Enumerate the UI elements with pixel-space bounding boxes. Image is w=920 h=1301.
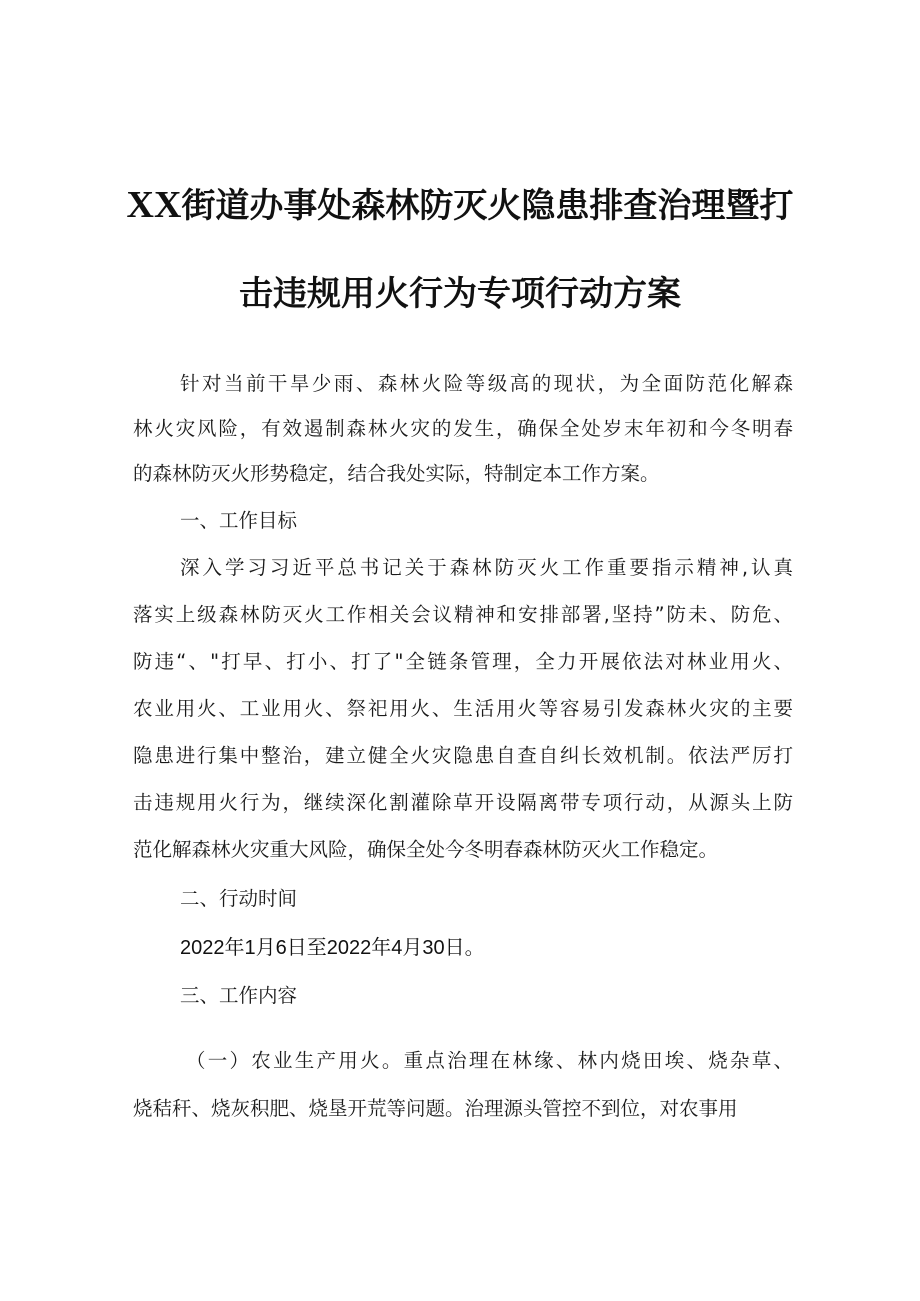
title-prefix: XX xyxy=(126,184,182,226)
section-3-heading: 三、工作内容 xyxy=(180,984,298,1007)
intro-line: 的森林防灭火形势稳定，结合我处实际，特制定本工作方案。 xyxy=(133,462,660,485)
document-title-line-1 xyxy=(0,178,920,227)
action-period: 2022年1月6日至2022年4月30日。 xyxy=(180,937,485,959)
section-1-line: 防违“、"打早、打小、打了"全链条管理，全力开展依法对林业用火、 xyxy=(133,650,793,673)
section-3-line: 烧秸秆、烧灰积肥、烧垦开荒等问题。治理源头管控不到位，对农事用 xyxy=(133,1097,738,1120)
section-2-heading: 二、行动时间 xyxy=(180,887,298,910)
intro-line: 针对当前干旱少雨、森林火险等级高的现状，为全面防范化解森 xyxy=(180,372,793,395)
section-1-line: 范化解森林火灾重大风险，确保全处今冬明春森林防灭火工作稳定。 xyxy=(133,838,719,861)
section-1-line: 农业用火、工业用火、祭祀用火、生活用火等容易引发森林火灾的主要 xyxy=(133,697,793,720)
section-1-line: 深入学习习近平总书记关于森林防灭火工作重要指示精神,认真 xyxy=(180,556,793,579)
section-1-line: 隐患进行集中整治，建立健全火灾隐患自查自纠长效机制。依法严厉打 xyxy=(133,744,793,767)
document-title-line-2: 击违规用火行为专项行动方案 xyxy=(239,274,681,314)
section-1-line: 落实上级森林防灭火工作相关会议精神和安排部署,坚持”防未、防危、 xyxy=(133,603,793,626)
section-3-line: （一）农业生产用火。重点治理在林缘、林内烧田埃、烧杂草、 xyxy=(186,1049,793,1072)
intro-line: 林火灾风险，有效遏制森林火灾的发生，确保全处岁末年初和今冬明春 xyxy=(133,417,793,440)
title-line-1-text: 街道办事处森林防灭火隐患排查治理暨打 xyxy=(181,186,794,226)
section-1-heading: 一、工作目标 xyxy=(180,509,298,532)
section-1-line: 击违规用火行为，继续深化割灌除草开设隔离带专项行动，从源头上防 xyxy=(133,791,793,814)
